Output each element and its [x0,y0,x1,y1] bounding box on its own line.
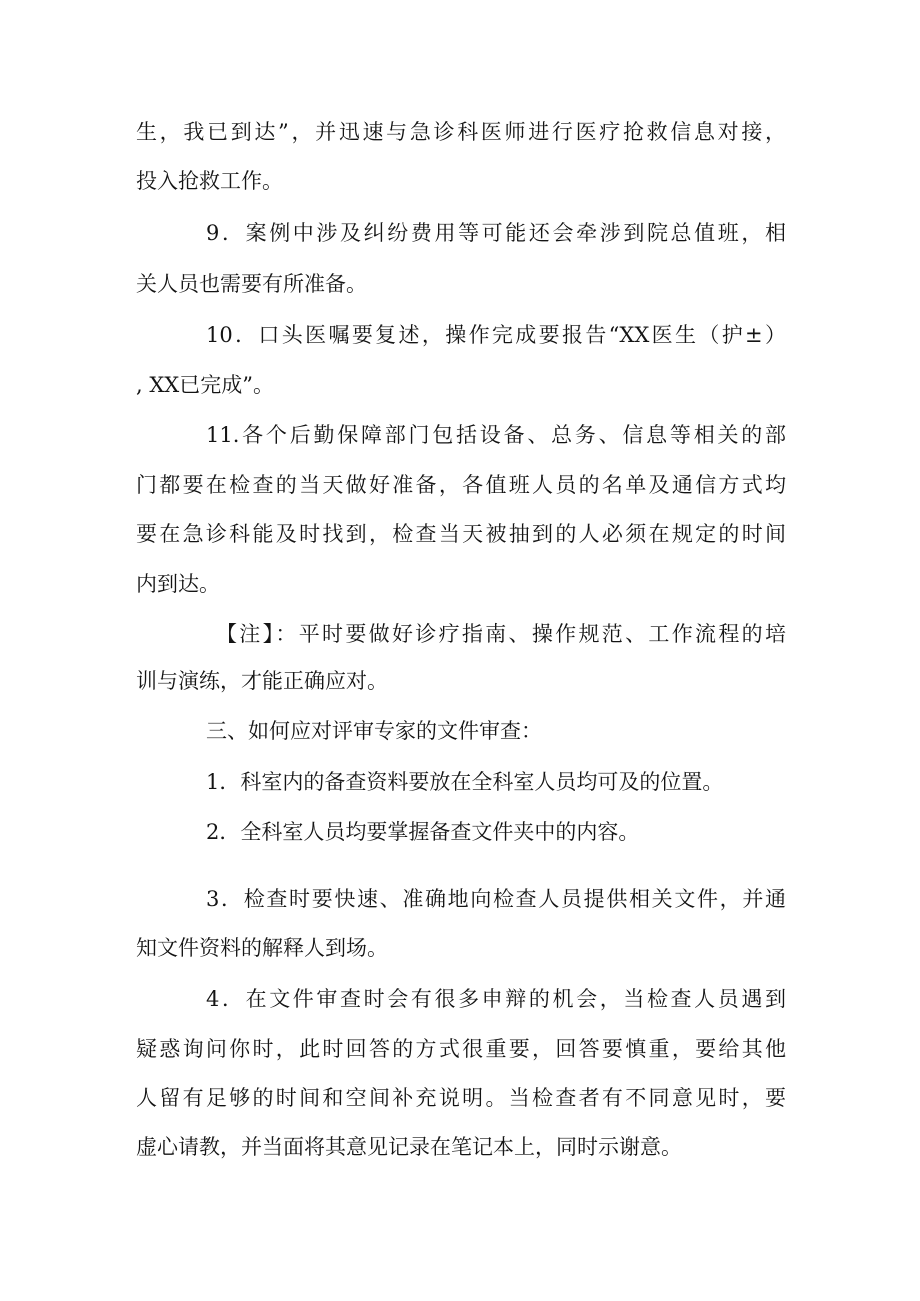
text-line: 投入抢救工作。 [136,169,283,193]
text-line: 内到达。 [136,572,220,596]
list-item-9: 9．案例中涉及纠纷费用等可能还会牵涉到院总值班，相 [206,221,786,245]
list-item-11: 11.各个后勤保障部门包括设备、总务、信息等相关的部 [206,423,786,447]
list-item-10: 10．口头医嘱要复述，操作完成要报告“XX医生（护±） [206,323,786,347]
text-line: 虚心请教，并当面将其意见记录在笔记本上，同时示谢意。 [136,1135,682,1159]
list-item-2: 2．全科室人员均要掌握备查文件夹中的内容。 [206,820,640,844]
text-line: 知文件资料的解释人到场。 [136,936,388,960]
section-heading: 三、如何应对评审专家的文件审查： [206,719,542,743]
text-line: 生，我已到达”，并迅速与急诊科医师进行医疗抢救信息对接， [136,120,786,144]
text-line: 人留有足够的时间和空间补充说明。当检查者有不同意见时，要 [136,1086,786,1110]
text-line: , XX已完成”。 [136,373,274,397]
text-line: 要在急诊科能及时找到，检查当天被抽到的人必须在规定的时间 [136,522,786,546]
text-line: 疑惑询问你时，此时回答的方式很重要，回答要慎重，要给其他 [136,1037,786,1061]
text-line: 训与演练，才能正确应对。 [136,669,388,693]
list-item-3: 3．检查时要快速、准确地向检查人员提供相关文件，并通 [206,887,786,911]
note-paragraph: 【注】：平时要做好诊疗指南、操作规范、工作流程的培 [216,622,786,646]
text-line: 关人员也需要有所准备。 [136,272,367,296]
text-line: 门都要在检查的当天做好准备，各值班人员的名单及通信方式均 [136,473,786,497]
list-item-4: 4．在文件审查时会有很多申辩的机会，当检查人员遇到 [206,987,786,1011]
list-item-1: 1．科室内的备查资料要放在全科室人员均可及的位置。 [206,770,724,794]
